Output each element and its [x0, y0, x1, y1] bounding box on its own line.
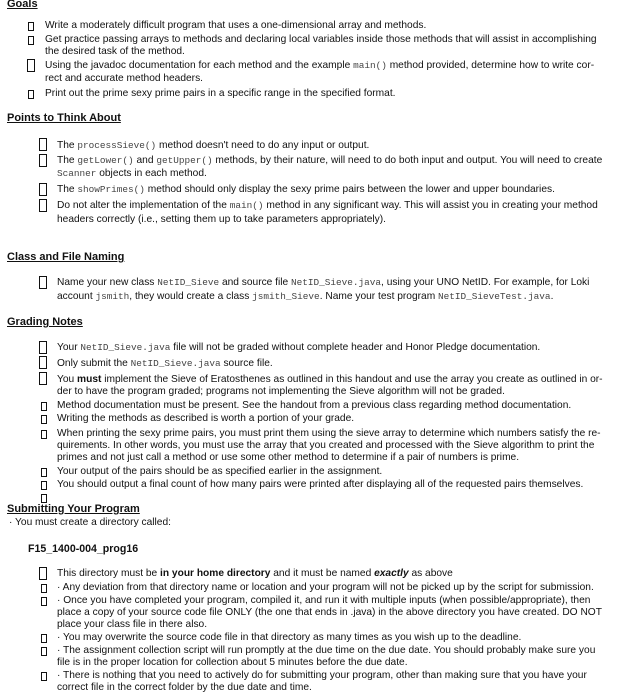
checkbox[interactable] — [39, 199, 47, 212]
goals-heading: Goals — [7, 0, 38, 10]
goal-item: Print out the prime sexy prime pairs in a specific range in the specified format. — [45, 88, 396, 99]
grading-item-cont: quirements. In other words, you must use the array that you created and processed with the Sieve algorithm to print the — [57, 440, 595, 451]
checkbox[interactable] — [41, 402, 47, 411]
submit-item: · You may overwrite the source code file in that directory as many times as you wish up to the deadline. — [57, 632, 522, 643]
goal-item-cont: rect and accurate method headers. — [45, 73, 204, 84]
submit-item-cont: file is in the proper location for collection about 5 minutes before the due date. — [57, 657, 408, 668]
grading-item: Your NetID_Sieve.java file will not be graded without complete header and Honor Pledge documentation. — [57, 342, 541, 353]
grading-item: You should output a final count of how many pairs were printed after displaying all of the requested pairs themselves. — [57, 479, 584, 490]
submit-item: · There is nothing that you need to actively do for submitting your program, other than making sure that you have your — [57, 670, 587, 681]
checkbox[interactable] — [28, 22, 34, 31]
submit-heading: Submitting Your Program — [7, 503, 140, 515]
grading-item-cont: primes and not just call a method or use some other method to determine if a pair of numbers is prime. — [57, 452, 520, 463]
grading-item: When printing the sexy prime pairs, you must print them using the sieve array to determine which numbers satisfy the re- — [57, 428, 601, 439]
checkbox[interactable] — [41, 584, 47, 593]
grading-item: Writing the methods as described is worth a portion of your grade. — [57, 413, 355, 424]
point-item: Do not alter the implementation of the main() method in any significant way. This will assist you in creating your method — [57, 200, 598, 211]
grading-item: Method documentation must be present. See the handout from a previous class regarding method documentation. — [57, 400, 572, 411]
naming-item-cont: account jsmith, they would create a class jsmith_Sieve. Name your test program NetID_SieveTest.java. — [57, 291, 554, 302]
submit-item: This directory must be in your home directory and it must be named exactly as above — [57, 568, 453, 579]
directory-name: F15_1400-004_prog16 — [28, 543, 139, 555]
checkbox[interactable] — [39, 183, 47, 196]
grading-item-cont: der to have the program graded; programs not implementing the Sieve algorithm will not be graded. — [57, 386, 505, 397]
grading-item: Your output of the pairs should be as specified earlier in the assignment. — [57, 466, 383, 477]
checkbox[interactable] — [39, 138, 47, 151]
grading-heading: Grading Notes — [7, 316, 83, 328]
checkbox[interactable] — [41, 672, 47, 681]
submit-item-cont: place your class file in there also. — [57, 619, 208, 630]
point-item: The showPrimes() method should only display the sexy prime pairs between the lower and upper boundaries. — [57, 184, 555, 195]
checkbox[interactable] — [39, 567, 47, 580]
checkbox[interactable] — [28, 90, 34, 99]
grading-item: Only submit the NetID_Sieve.java source file. — [57, 358, 273, 369]
checkbox[interactable] — [27, 59, 35, 72]
naming-heading: Class and File Naming — [7, 251, 125, 263]
checkbox[interactable] — [41, 647, 47, 656]
submit-intro: · You must create a directory called: — [9, 517, 171, 528]
checkbox[interactable] — [39, 372, 47, 385]
naming-item: Name your new class NetID_Sieve and source file NetID_Sieve.java, using your UNO NetID. For example, for Loki — [57, 277, 590, 288]
goal-item: Get practice passing arrays to methods and declaring local variables inside those methods that will assist in accomplishing — [45, 34, 597, 45]
point-item-cont: headers correctly (i.e., setting them up to take parameters appropriately). — [57, 214, 386, 225]
checkbox[interactable] — [41, 494, 47, 503]
point-item-cont: Scanner objects in each method. — [57, 168, 207, 179]
goal-item: Using the javadoc documentation for each method and the example main() method provided, determine how to write cor- — [45, 60, 595, 71]
checkbox[interactable] — [39, 154, 47, 167]
checkbox[interactable] — [41, 634, 47, 643]
checkbox[interactable] — [41, 597, 47, 606]
submit-item-cont: place a copy of your source code file ONLY (the one that ends in .java) in the above directory you have created. DO NOT — [57, 607, 602, 618]
goal-item: Write a moderately difficult program that uses a one-dimensional array and methods. — [45, 20, 427, 31]
checkbox[interactable] — [39, 356, 47, 369]
point-item: The getLower() and getUpper() methods, by their nature, will need to do both input and output. You will need to create — [57, 155, 603, 166]
checkbox[interactable] — [28, 36, 34, 45]
submit-item: · Once you have completed your program, compiled it, and run it with multiple inputs (when possible/appropriate), then — [57, 595, 591, 606]
grading-item: You must implement the Sieve of Eratosthenes as outlined in this handout and use the array you create as outlined in or- — [57, 374, 603, 385]
submit-item: · Any deviation from that directory name or location and your program will not be picked up by the script for submission. — [57, 582, 594, 593]
points-heading: Points to Think About — [7, 112, 121, 124]
goal-item-cont: the desired task of the method. — [45, 46, 185, 57]
submit-item: · The assignment collection script will run promptly at the due time on the due date. You should probably make sure you — [57, 645, 596, 656]
checkbox[interactable] — [41, 481, 47, 490]
checkbox[interactable] — [39, 276, 47, 289]
checkbox[interactable] — [39, 341, 47, 354]
point-item: The processSieve() method doesn't need to do any input or output. — [57, 140, 370, 151]
checkbox[interactable] — [41, 415, 47, 424]
submit-item-cont: correct file in the correct folder by the due date and time. — [57, 682, 312, 693]
checkbox[interactable] — [41, 430, 47, 439]
checkbox[interactable] — [41, 468, 47, 477]
